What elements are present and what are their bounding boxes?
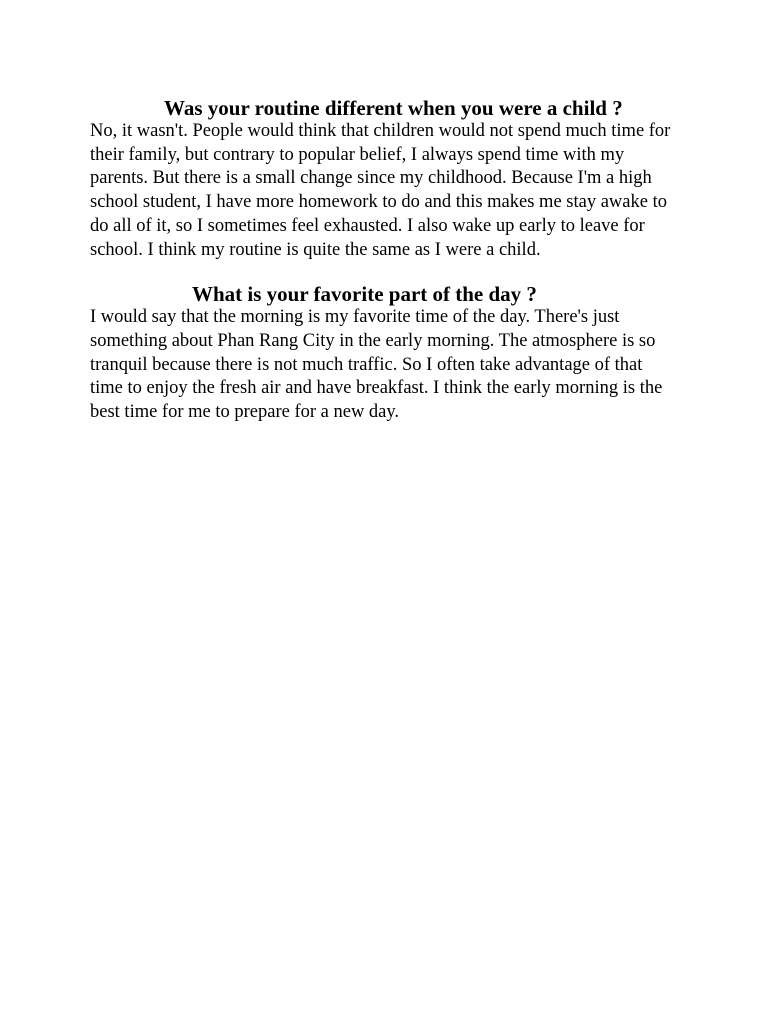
section-heading-favorite-part: What is your favorite part of the day ? (192, 282, 537, 307)
document-page (90, 96, 678, 425)
section-body-favorite-part: I would say that the morning is my favorite time of the day. There's just something about Phan Rang City in the early morning. The atmosphere is so tranquil because there is not much traffic. So I often take advantage of that time to enjoy the fresh air and have breakfast. I think the early morning is the best time for me to prepare for a new day. (90, 307, 663, 423)
section-heading-routine: Was your routine different when you were a child ? (164, 96, 623, 120)
section-body-routine: No, it wasn't. People would think that children would not spend much time for their family, but contrary to popular belief, I always spend time with my parents. But there is a small change since my childhood. Because I'm a high school student, I have more homework to do and this makes me stay awake to do all of it, so I sometimes feel exhausted. I also wake up early to leave for school. I think my routine is quite the same as I were a child. (90, 121, 671, 260)
